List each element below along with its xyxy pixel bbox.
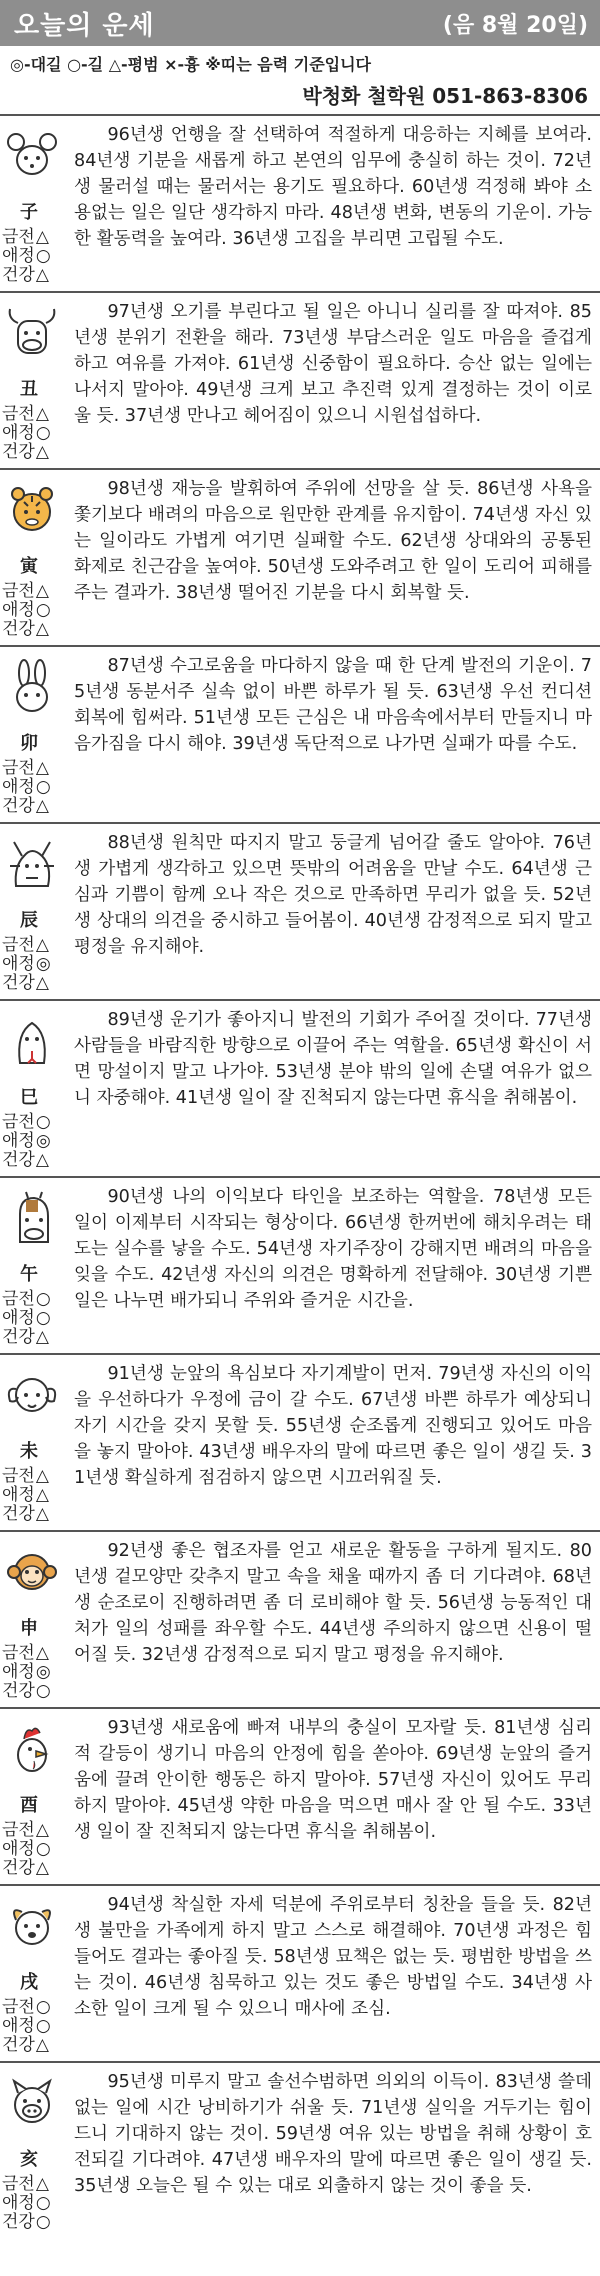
zodiac-sections [0,114,600,2238]
fortune-text: 98년생 재능을 발휘하여 주위에 선망을 살 듯. 86년생 사욕을 쫓기보다 배려의 마음으로 원만한 관계를 유지함이. 74년생 자신 있는 일이라도 가볍게 여기면 실패할 수도. 62년생 상대와의 공통된 화제로 친근감을 높여야. 50년생 도와주려고 한 일이 도리어 피해를 주는 결과가. 38년생 떨어진 기분을 다시 회복할 듯. [74,479,592,603]
zodiac-section [0,114,600,291]
fortune-text: 90년생 나의 이익보다 타인을 보조하는 역할을. 78년생 모든 일이 이제부터 시작되는 형상이다. 66년생 한꺼번에 해치우려는 태도는 실수를 낳을 수도. 54년생 자기주장이 강해지면 배려의 마음을 잊을 수도. 42년생 자신의 의견은 명확하게 전달해야. 30년생 기쁜 일은 나누면 배가되니 주위와 즐거운 시간을. [74,1187,592,1311]
pig-icon [6,2075,58,2131]
love-rating: 애정○ [2,2016,51,2036]
section-sidebar [0,1532,70,1707]
rooster-icon [6,1721,58,1777]
money-rating: 금전△ [2,758,49,778]
fortune-ratings [2,1998,51,2055]
health-rating: 건강△ [2,619,49,639]
love-rating: 애정○ [2,423,51,443]
fortune-ratings [2,582,51,639]
rat-icon [6,128,58,184]
love-rating: 애정○ [2,2193,51,2213]
zodiac-section [0,822,600,999]
health-rating: 건강○ [2,1681,51,1701]
zodiac-section [0,291,600,468]
earthly-branch: 申 [20,1618,38,1639]
zodiac-section [0,1707,600,1884]
section-sidebar [0,116,70,291]
money-rating: 금전△ [2,404,49,424]
love-rating: 애정◎ [2,954,51,974]
health-rating: 건강△ [2,973,49,993]
earthly-branch: 酉 [20,1795,38,1816]
fortune-ratings [2,759,51,816]
fortune-ratings [2,936,51,993]
earthly-branch: 午 [20,1264,38,1285]
zodiac-section [0,1353,600,1530]
health-rating: 건강△ [2,1504,49,1524]
fortune-text: 97년생 오기를 부린다고 될 일은 아니니 실리를 잘 따져야. 85년생 분위기 전환을 해라. 73년생 부담스러운 일도 마음을 즐겁게 하고 여유를 가져야. 61년생 신중함이 필요하다. 승산 없는 일에는 나서지 말아야. 49년생 크게 보고 추진력 있게 결정하는 것이 이로울 듯. 37년생 만나고 헤어짐이 있으니 시원섭섭하다. [74,302,592,426]
dog-icon [6,1898,58,1954]
section-sidebar [0,2063,70,2238]
earthly-branch: 亥 [20,2149,38,2170]
earthly-branch: 丑 [20,379,38,400]
fortune-text: 95년생 미루지 말고 솔선수범하면 의외의 이득이. 83년생 쓸데없는 일에 시간 낭비하기가 쉬울 듯. 71년생 실익을 거두기는 힘이 드니 기대하지 않는 것이. 59년생 여유 있는 방법을 취해 상황이 호전되길 기다려야. 47년생 배우자의 말에 따르면 좋은 일이 생길 듯. 35년생 오늘은 될 수 있는 대로 외출하지 않는 것이 좋을 듯. [74,2072,592,2196]
fortune-text: 94년생 착실한 자세 덕분에 주위로부터 칭찬을 들을 듯. 82년생 불만을 가족에게 하지 말고 스스로 해결해야. 70년생 과정은 힘들어도 결과는 좋아질 듯. 58년생 묘책은 없는 듯. 평범한 방법을 쓰는 것이. 46년생 침묵하고 있는 것도 좋은 방법일 수도. 34년생 사소한 일이 크게 될 수 있으니 매사에 조심. [74,1895,592,2019]
section-sidebar [0,824,70,999]
rabbit-icon [6,659,58,715]
fortune-ratings [2,1821,51,1878]
love-rating: 애정○ [2,777,51,797]
fortune-ratings [2,1644,51,1701]
health-rating: 건강△ [2,442,49,462]
zodiac-section [0,1176,600,1353]
fortune-text: 87년생 수고로움을 마다하지 않을 때 한 단계 발전의 기운이. 75년생 동분서주 실속 없이 바쁜 하루가 될 듯. 63년생 우선 컨디션 회복에 힘써라. 51년생 모든 근심은 내 마음속에서부터 만들지니 마음가짐을 다시 해야. 39년생 독단적으로 나가면 실패가 따를 수도. [74,656,592,754]
earthly-branch: 辰 [20,910,38,931]
love-rating: 애정◎ [2,1662,51,1682]
health-rating: 건강△ [2,1858,49,1878]
zodiac-section [0,999,600,1176]
zodiac-section [0,645,600,822]
snake-icon [6,1013,58,1069]
money-rating: 금전△ [2,1820,49,1840]
fortune-text: 88년생 원칙만 따지지 말고 둥글게 넘어갈 줄도 알아야. 76년생 가볍게 생각하고 있으면 뜻밖의 어려움을 만날 수도. 64년생 근심과 기쁨이 함께 오나 작은 것으로 만족하면 무리가 없을 듯. 52년생 상대의 의견을 중시하고 들어봄이. 40년생 감정적으로 되지 말고 평정을 유지해야. [74,833,592,957]
fortune-ratings [2,228,51,285]
health-rating: 건강○ [2,2212,51,2232]
fortune-ratings [2,405,51,462]
earthly-branch: 戌 [20,1972,38,1993]
love-rating: 애정△ [2,1485,49,1505]
dragon-icon [6,836,58,892]
zodiac-section [0,1530,600,1707]
health-rating: 건강△ [2,2035,49,2055]
section-sidebar [0,1001,70,1176]
health-rating: 건강△ [2,1327,49,1347]
money-rating: 금전△ [2,1466,49,1486]
zodiac-section [0,1884,600,2061]
money-rating: 금전△ [2,1643,49,1663]
earthly-branch: 寅 [20,556,38,577]
money-rating: 금전△ [2,227,49,247]
fortune-text: 96년생 언행을 잘 선택하여 적절하게 대응하는 지혜를 보여라. 84년생 기분을 새롭게 하고 본연의 임무에 충실히 하는 것이. 72년생 물러설 때는 물러서는 용기도 필요하다. 60년생 걱정해 봐야 소용없는 일은 일단 생각하지 마라. 48년생 변화, 변동의 기운이. 가능한 활동력을 높여라. 36년생 고집을 부리면 고립될 수도. [74,125,592,249]
love-rating: 애정○ [2,600,51,620]
earthly-branch: 子 [20,202,38,223]
ox-icon [6,305,58,361]
zodiac-section [0,2061,600,2238]
section-sidebar [0,1709,70,1884]
money-rating: 금전○ [2,1112,51,1132]
header-bar [0,0,600,46]
sheep-icon [6,1367,58,1423]
symbol-legend: ◎-대길 ○-길 △-평범 ×-흉 ※띠는 음력 기준입니다 [10,55,372,74]
fortune-ratings [2,1290,51,1347]
earthly-branch: 未 [20,1441,38,1462]
fortune-text: 93년생 새로움에 빠져 내부의 충실이 모자랄 듯. 81년생 심리적 갈등이 생기니 마음의 안정에 힘을 쏟아야. 69년생 눈앞의 즐거움에 끌려 안이한 행동은 하지 말아야. 57년생 자신이 있어도 무리하지 말아야. 45년생 약한 마음을 먹으면 매사 잘 안 될 수도. 33년생 일이 잘 진척되지 않는다면 휴식을 취해봄이. [74,1718,592,1842]
health-rating: 건강△ [2,1150,49,1170]
page-title: 오늘의 운세 [14,10,155,41]
horse-icon [6,1190,58,1246]
earthly-branch: 卯 [20,733,38,754]
fortune-ratings [2,2175,51,2232]
love-rating: 애정◎ [2,1131,51,1151]
love-rating: 애정○ [2,1308,51,1328]
love-rating: 애정○ [2,1839,51,1859]
health-rating: 건강△ [2,265,49,285]
zodiac-section [0,468,600,645]
section-sidebar [0,293,70,468]
author-contact: 박청화 철학원 051-863-8306 [302,84,588,108]
fortune-ratings [2,1113,51,1170]
earthly-branch: 巳 [20,1087,38,1108]
money-rating: 금전○ [2,1289,51,1309]
section-sidebar [0,1355,70,1530]
money-rating: 금전△ [2,935,49,955]
monkey-icon [6,1544,58,1600]
love-rating: 애정○ [2,246,51,266]
section-sidebar [0,1886,70,2061]
money-rating: 금전△ [2,581,49,601]
fortune-text: 89년생 운기가 좋아지니 발전의 기회가 주어질 것이다. 77년생 사람들을 바람직한 방향으로 이끌어 주는 역할을. 65년생 확신이 서면 망설이지 말고 나가야. 53년생 분야 밖의 일에 손댈 여유가 없으니 자중해야. 41년생 일이 잘 진척되지 않는다면 휴식을 취해봄이. [74,1010,592,1108]
tiger-icon [6,482,58,538]
health-rating: 건강△ [2,796,49,816]
fortune-text: 92년생 좋은 협조자를 얻고 새로운 활동을 구하게 될지도. 80년생 겉모양만 갖추지 말고 속을 채울 때까지 좀 더 기다려야. 68년생 순조로이 진행하려면 좀 더 로비해야 할 듯. 56년생 능동적인 대처가 일의 성패를 좌우할 수도. 44년생 주의하지 않으면 신용이 떨어질 듯. 32년생 감정적으로 되지 말고 평정을 유지해야. [74,1541,592,1665]
fortune-ratings [2,1467,49,1524]
money-rating: 금전△ [2,2174,49,2194]
section-sidebar [0,1178,70,1353]
lunar-date: (음 8월 20일) [442,12,588,38]
section-sidebar [0,470,70,645]
money-rating: 금전○ [2,1997,51,2017]
fortune-text: 91년생 눈앞의 욕심보다 자기계발이 먼저. 79년생 자신의 이익을 우선하다가 우정에 금이 갈 수도. 67년생 바쁜 하루가 예상되니 자기 시간을 갖지 못할 듯. 55년생 순조롭게 진행되고 있어도 마음을 놓지 말아야. 43년생 배우자의 말에 따르면 좋은 일이 생길 듯. 31년생 확실하게 점검하지 않으면 시끄러워질 듯. [74,1364,592,1488]
section-sidebar [0,647,70,822]
